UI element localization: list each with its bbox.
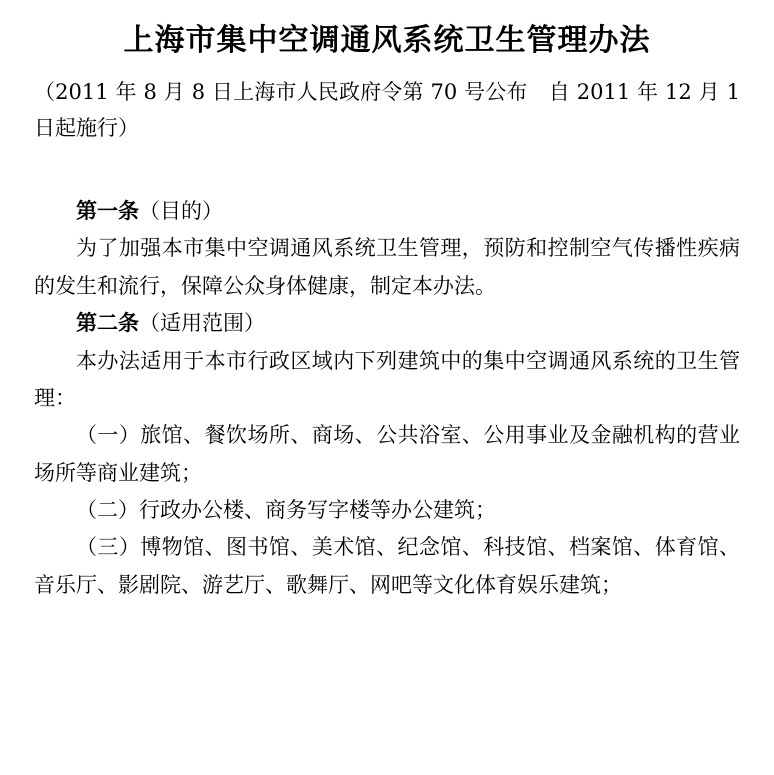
article-1-label: （目的） [139, 199, 223, 223]
article-2-label: （适用范围） [139, 311, 265, 336]
article-2-heading [34, 305, 740, 342]
article-2-item-3: （三）博物馆、图书馆、美术馆、纪念馆、科技馆、档案馆、体育馆、音乐厅、影剧院、游艺厅、歌舞厅、网吧等文化体育娱乐建筑； [34, 535, 740, 597]
article-1-number: 第一条 [76, 199, 139, 223]
article-2-item-2: （二）行政办公楼、商务写字楼等办公建筑； [76, 498, 496, 522]
article-2-item-1: （一）旅馆、餐饮场所、商场、公共浴室、公用事业及金融机构的营业场所等商业建筑； [34, 423, 740, 485]
article-2-paragraph-1: 本办法适用于本市行政区域内下列建筑中的集中空调通风系统的卫生管理： [34, 348, 740, 410]
page-title: 上海市集中空调通风系统卫生管理办法 [123, 23, 651, 58]
article-2 [34, 305, 740, 604]
article-1-heading [34, 193, 740, 230]
title-body-spacer [34, 147, 740, 193]
document-promulgation-note: （2011 年 8 月 8 日上海市人民政府令第 70 号公布 自 2011 年 12 月 1 日起施行） [34, 79, 740, 141]
article-1 [34, 193, 740, 305]
article-1-paragraph-1: 为了加强本市集中空调通风系统卫生管理，预防和控制空气传播性疾病的发生和流行，保障公众身体健康，制定本办法。 [34, 236, 740, 298]
article-2-number: 第二条 [76, 311, 139, 336]
